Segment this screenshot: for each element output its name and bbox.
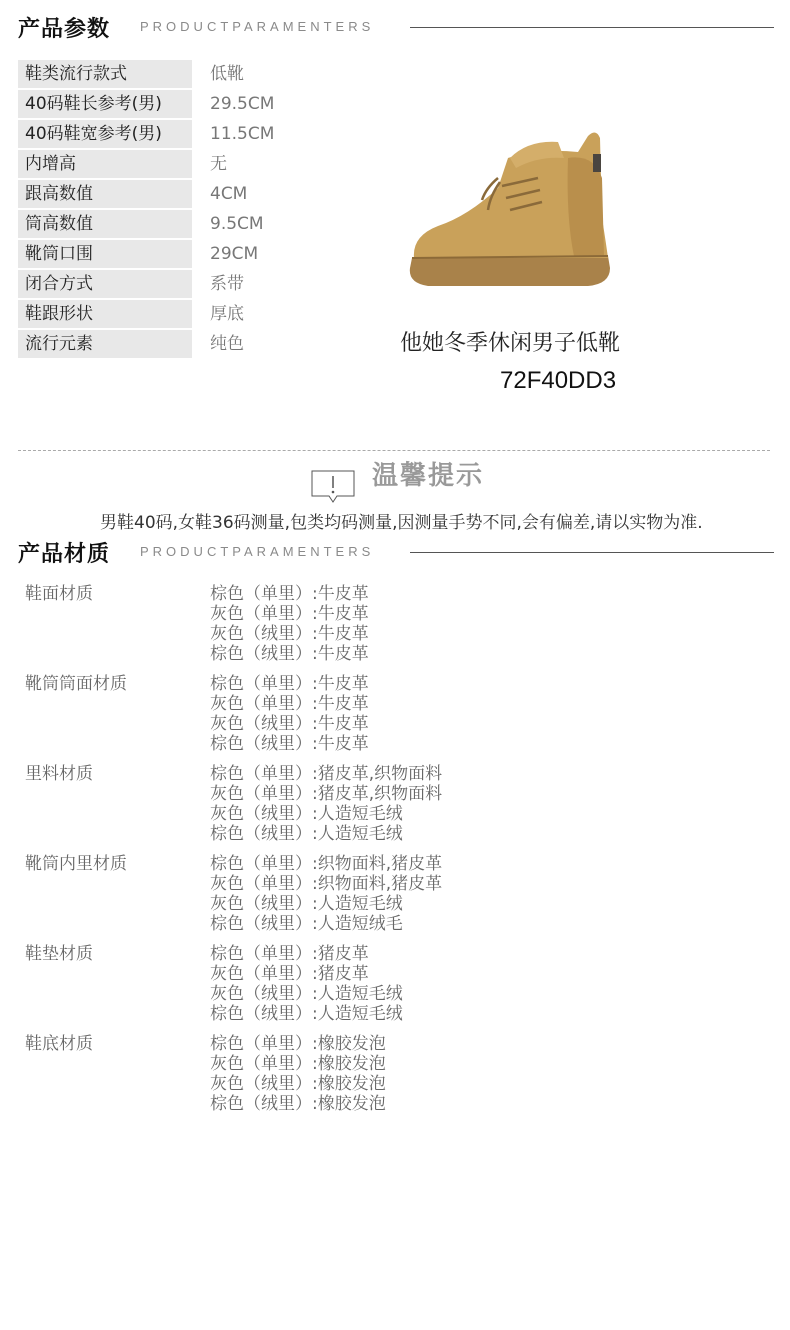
material-section-header xyxy=(18,533,774,569)
material-group xyxy=(25,944,765,1034)
param-value: 低靴 xyxy=(210,64,244,84)
material-line: 灰色（绒里）:牛皮革 xyxy=(210,624,369,644)
dashed-divider xyxy=(18,450,770,451)
param-row xyxy=(18,180,318,210)
param-label: 内增高 xyxy=(18,150,192,178)
material-line: 灰色（绒里）:橡胶发泡 xyxy=(210,1074,386,1094)
material-line: 灰色（单里）:织物面料,猪皮革 xyxy=(210,874,443,894)
material-line: 灰色（绒里）:牛皮革 xyxy=(210,714,369,734)
material-lines xyxy=(210,584,369,664)
material-table xyxy=(25,584,765,1124)
boot-sole xyxy=(410,256,610,286)
param-row xyxy=(18,90,318,120)
header-rule xyxy=(410,552,774,553)
material-label: 鞋面材质 xyxy=(25,584,93,604)
material-section-subtitle: PRODUCTPARAMENTERS xyxy=(140,544,375,559)
material-line: 灰色（单里）:猪皮革 xyxy=(210,964,369,984)
param-row xyxy=(18,60,318,90)
material-line: 棕色（单里）:猪皮革,织物面料 xyxy=(210,764,443,784)
material-section-title: 产品材质 xyxy=(18,542,111,567)
material-line: 棕色（绒里）:人造短绒毛 xyxy=(210,914,403,934)
material-label: 鞋底材质 xyxy=(25,1034,93,1054)
boot-heel-counter xyxy=(568,157,604,256)
param-row xyxy=(18,210,318,240)
material-line: 棕色（单里）:橡胶发泡 xyxy=(210,1034,386,1054)
material-line: 灰色（绒里）:人造短毛绒 xyxy=(210,894,403,914)
param-label: 闭合方式 xyxy=(18,270,192,298)
exclamation-speech-icon xyxy=(311,470,355,503)
material-group xyxy=(25,584,765,674)
material-lines xyxy=(210,1034,386,1114)
material-lines xyxy=(210,854,442,934)
param-label: 鞋跟形状 xyxy=(18,300,192,328)
boot-heel-tab xyxy=(593,154,601,172)
material-line: 灰色（单里）:猪皮革,织物面料 xyxy=(210,784,443,804)
param-value: 系带 xyxy=(210,274,244,294)
product-boot-image xyxy=(398,118,620,298)
param-value: 11.5CM xyxy=(210,124,275,144)
material-line: 灰色（绒里）:人造短毛绒 xyxy=(210,984,403,1004)
param-label: 筒高数值 xyxy=(18,210,192,238)
param-value: 4CM xyxy=(210,184,248,204)
param-value: 29.5CM xyxy=(210,94,275,114)
material-group xyxy=(25,764,765,854)
material-group xyxy=(25,854,765,944)
material-label: 靴筒筒面材质 xyxy=(25,674,127,694)
material-label: 靴筒内里材质 xyxy=(25,854,127,874)
material-line: 棕色（绒里）:人造短毛绒 xyxy=(210,1004,403,1024)
param-value: 无 xyxy=(210,154,227,174)
material-line: 灰色（单里）:牛皮革 xyxy=(210,694,369,714)
param-value: 29CM xyxy=(210,244,259,264)
param-value: 纯色 xyxy=(210,334,244,354)
material-line: 灰色（绒里）:人造短毛绒 xyxy=(210,804,403,824)
param-row xyxy=(18,120,318,150)
params-table xyxy=(18,60,318,360)
material-line: 棕色（单里）:牛皮革 xyxy=(210,674,369,694)
product-code: 72F40DD3 xyxy=(500,367,617,394)
material-group xyxy=(25,674,765,764)
material-line: 棕色（绒里）:牛皮革 xyxy=(210,644,369,664)
param-value: 9.5CM xyxy=(210,214,264,234)
material-label: 里料材质 xyxy=(25,764,93,784)
param-row xyxy=(18,240,318,270)
material-line: 灰色（单里）:牛皮革 xyxy=(210,604,369,624)
material-lines xyxy=(210,674,369,754)
param-label: 鞋类流行款式 xyxy=(18,60,192,88)
param-row xyxy=(18,330,318,360)
product-name: 他她冬季休闲男子低靴 xyxy=(400,331,621,356)
material-line: 棕色（绒里）:橡胶发泡 xyxy=(210,1094,386,1114)
material-line: 棕色（单里）:猪皮革 xyxy=(210,944,369,964)
material-line: 棕色（绒里）:人造短毛绒 xyxy=(210,824,403,844)
param-row xyxy=(18,270,318,300)
material-label: 鞋垫材质 xyxy=(25,944,93,964)
material-group xyxy=(25,1034,765,1124)
material-line: 棕色（绒里）:牛皮革 xyxy=(210,734,369,754)
notice-title: 温馨提示 xyxy=(372,461,485,491)
params-section-subtitle: PRODUCTPARAMENTERS xyxy=(140,19,375,34)
param-label: 40码鞋长参考(男) xyxy=(18,90,192,118)
notice-text: 男鞋40码,女鞋36码测量,包类均码测量,因测量手势不同,会有偏差,请以实物为准. xyxy=(100,513,703,533)
material-lines xyxy=(210,764,442,844)
param-row xyxy=(18,300,318,330)
params-section-title: 产品参数 xyxy=(18,17,111,42)
param-label: 40码鞋宽参考(男) xyxy=(18,120,192,148)
material-line: 灰色（单里）:橡胶发泡 xyxy=(210,1054,386,1074)
param-label: 靴筒口围 xyxy=(18,240,192,268)
material-line: 棕色（单里）:牛皮革 xyxy=(210,584,369,604)
param-label: 流行元素 xyxy=(18,330,192,358)
params-section-header xyxy=(18,8,774,44)
param-row xyxy=(18,150,318,180)
material-line: 棕色（单里）:织物面料,猪皮革 xyxy=(210,854,443,874)
param-label: 跟高数值 xyxy=(18,180,192,208)
header-rule xyxy=(410,27,774,28)
material-lines xyxy=(210,944,403,1024)
param-value: 厚底 xyxy=(210,304,244,324)
